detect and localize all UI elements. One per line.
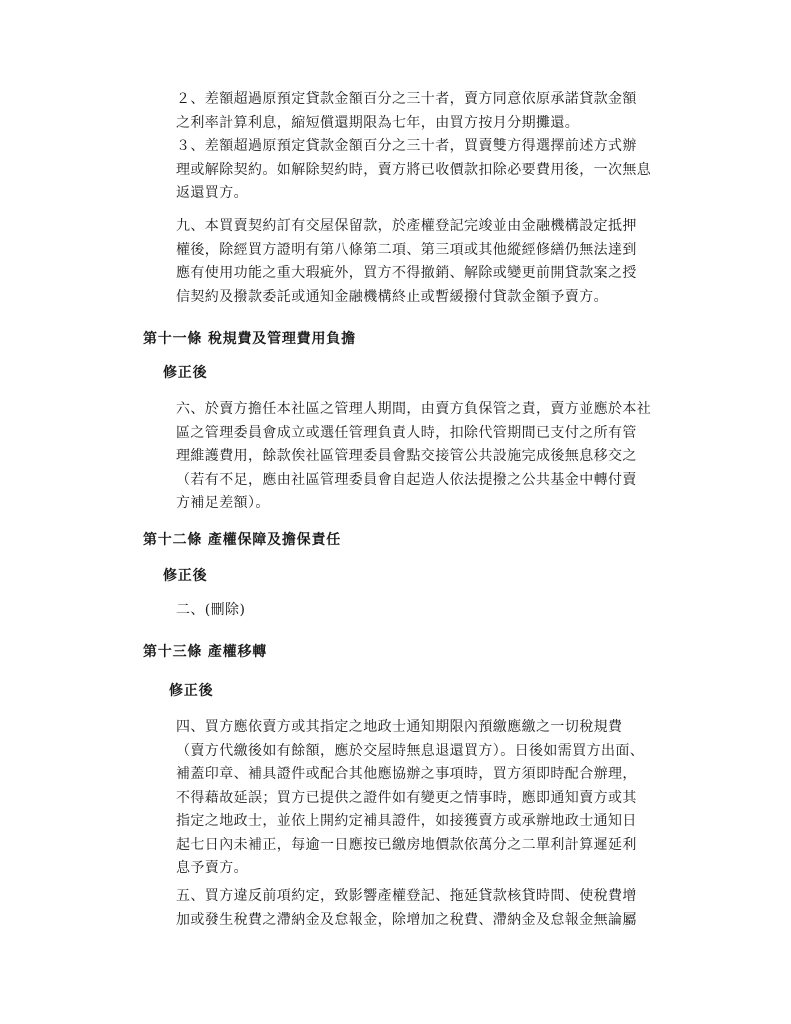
- text-line: 息予賣方。: [176, 860, 248, 876]
- text-line: 權後，除經買方證明有第八條第二項、第三項或其他縱經修繕仍無法達到: [176, 241, 637, 258]
- text-line: 補蓋印章、補具證件或配合其他應協辦之事項時，買方須即時配合辦理，: [176, 766, 637, 782]
- text-line: 方補足差額）。: [176, 495, 270, 511]
- section13-revised-label: 修正後: [169, 683, 214, 699]
- item3-paragraph: [176, 135, 651, 206]
- text-line: ３、差額超過原預定貸款金額百分之三十者，買賣雙方得選擇前述方式辦: [176, 138, 637, 154]
- section13-item5-paragraph: [176, 885, 637, 932]
- text-line: 起七日內未補正，每逾一日應按已繳房地價款依萬分之二單利計算遲延利: [176, 836, 637, 853]
- item9-paragraph: [176, 215, 637, 309]
- text-line: 返還買方。: [176, 185, 248, 201]
- section11-revised-label: 修正後: [163, 365, 208, 381]
- text-line: 加或發生稅費之滯納金及怠報金，除增加之稅費、滯納金及怠報金無論屬: [176, 911, 637, 928]
- section11-heading: 第十一條 稅規費及管理費用負擔: [143, 331, 356, 347]
- text-line: 理維護費用，餘款俟社區管理委員會點交接管公共設施完成後無息移交之: [176, 448, 637, 464]
- text-line: 六、於賣方擔任本社區之管理人期間，由賣方負保管之責，賣方並應於本社: [176, 401, 652, 417]
- section12-heading: 第十二條 產權保障及擔保責任: [143, 532, 342, 548]
- text-line: 五、買方違反前項約定，致影響產權登記、拖延貸款核貸時間、使稅費增: [176, 888, 637, 904]
- section12-revised-label: 修正後: [163, 568, 208, 584]
- text-line: 理或解除契約。如解除契約時，賣方將已收價款扣除必要費用後，一次無息: [176, 161, 652, 178]
- text-line: 指定之地政士，並依上開約定補具證件，如接獲賣方或承辦地政士通知日: [176, 813, 637, 829]
- text-line: 不得藉故延誤；買方已提供之證件如有變更之情事時，應即通知賣方或其: [176, 789, 637, 806]
- section13-heading: 第十三條 產權移轉: [143, 644, 268, 660]
- text-line: 區之管理委員會成立或選任管理負責人時，扣除代管期間已支付之所有管: [176, 424, 637, 441]
- text-line: ２、差額超過原預定貸款金額百分之三十者，賣方同意依原承諾貸款金額: [176, 91, 637, 107]
- text-line: 應有使用功能之重大瑕疵外，買方不得撤銷、解除或變更前開貸款案之授: [176, 265, 637, 281]
- text-line: 信契約及撥款委託或通知金融機構終止或暫緩撥付貸款金額予賣方。: [176, 288, 608, 305]
- section12-item2: 二、(刪除): [176, 602, 246, 618]
- text-line: 之利率計算利息，縮短償還期限為七年，由買方按月分期攤還。: [176, 114, 580, 131]
- text-line: （賣方代繳後如有餘額，應於交屋時無息退還買方）。日後如需買方出面、: [176, 742, 645, 759]
- text-line: 四、買方應依賣方或其指定之地政士通知期限內預繳應繳之一切稅規費: [176, 719, 623, 735]
- item2-paragraph: [176, 88, 637, 135]
- text-line: 九、本買賣契約訂有交屋保留款，於產權登記完竣並由金融機構設定抵押: [176, 218, 637, 234]
- section11-item6-paragraph: [176, 398, 651, 516]
- text-line: （若有不足，應由社區管理委員會自起造人依法提撥之公共基金中轉付賣: [176, 471, 637, 488]
- section13-item4-paragraph: [176, 716, 644, 881]
